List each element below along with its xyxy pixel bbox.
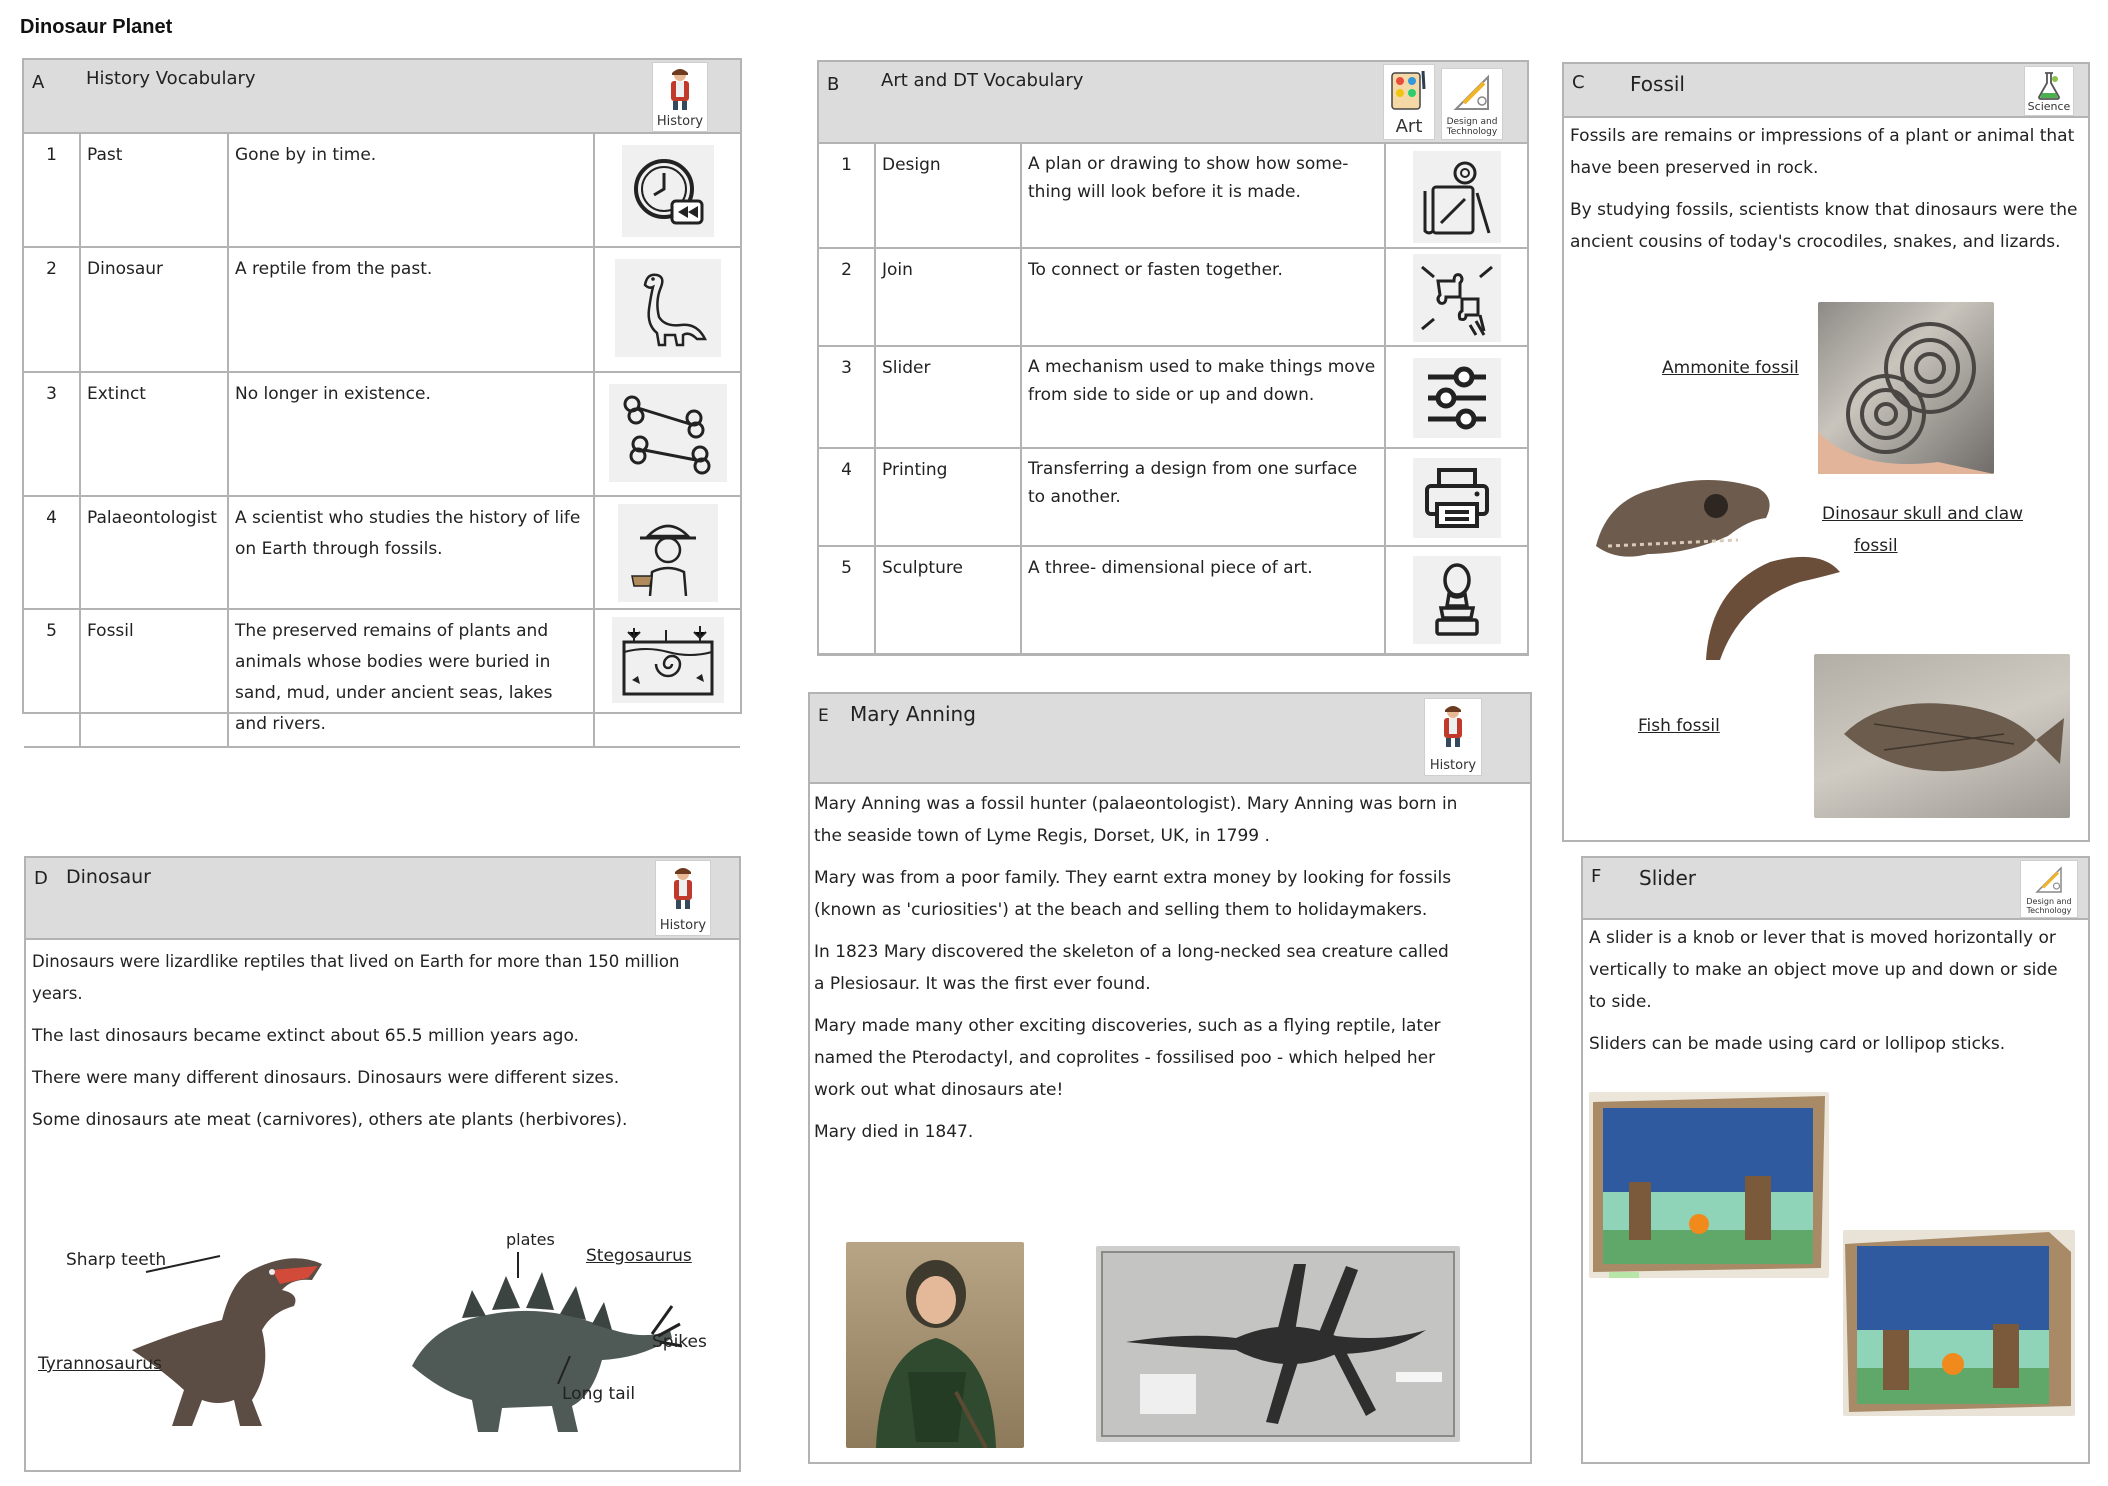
history-badge — [652, 62, 708, 132]
vocab-definition: The preserved remains of plants and animals whose bodies were buried in sand, mud, under ancient seas, lakes and rivers. — [228, 609, 594, 747]
table-row — [819, 448, 1527, 546]
mary-anning-panel — [808, 692, 1532, 1464]
row-number: 1 — [819, 144, 875, 248]
slider-panel — [1581, 856, 2090, 1464]
plesiosaur-fossil-photo — [1096, 1246, 1460, 1442]
row-number: 4 — [24, 496, 80, 609]
historian-icon — [663, 67, 697, 111]
vocab-definition: To connect or fasten together. — [1021, 248, 1385, 346]
art-dt-vocabulary-panel — [817, 60, 1529, 656]
vocab-term: Printing — [875, 448, 1021, 546]
table-row — [24, 496, 740, 609]
panel-title: Fossil — [1630, 72, 1685, 96]
ammonite-fossil-photo — [1818, 302, 1994, 474]
fish-fossil-photo — [1814, 654, 2070, 818]
panel-letter: F — [1591, 866, 1602, 887]
spikes-label: Spikes — [652, 1332, 707, 1352]
badge-caption: Design and Technology — [1446, 117, 1498, 137]
vocab-term: Sculpture — [875, 546, 1021, 654]
row-number: 5 — [819, 546, 875, 654]
long-tail-pointer — [554, 1354, 574, 1388]
paragraph: A slider is a knob or lever that is moved horizontally or vertically to make an object move up and down or side to side. — [1589, 928, 2058, 1012]
vocab-definition: A reptile from the past. — [228, 247, 594, 372]
history-badge — [655, 860, 711, 936]
skull-claw-label: Dinosaur skull and claw — [1822, 504, 2024, 524]
badge-caption: Science — [2027, 100, 2071, 113]
paragraph: Mary Anning was a fossil hunter (palaeontologist). Mary Anning was born in the seaside town of Lyme Regis, Dorset, UK, in 1799 . — [814, 794, 1458, 846]
design-plan-icon — [1413, 151, 1501, 243]
plates-label: plates — [506, 1230, 555, 1249]
stegosaurus-illustration — [402, 1246, 682, 1436]
mary-anning-text — [810, 784, 1518, 1148]
panel-title: Slider — [1639, 866, 1697, 890]
row-number: 3 — [819, 346, 875, 448]
panel-letter: B — [827, 74, 840, 95]
science-badge — [2024, 66, 2074, 116]
dinosaur-icon — [615, 259, 721, 357]
panel-title: Mary Anning — [850, 702, 976, 726]
history-vocabulary-panel — [22, 58, 742, 734]
panel-letter: A — [32, 72, 45, 93]
vocab-definition: A plan or drawing to show how some-thing will look before it is made. — [1021, 144, 1385, 248]
panel-header — [819, 62, 1527, 144]
table-row — [819, 546, 1527, 654]
fossil-in-ground-icon — [612, 617, 724, 703]
set-square-pencil-icon — [1450, 73, 1494, 113]
vocab-term: Dinosaur — [80, 247, 228, 372]
science-flask-icon — [2035, 71, 2063, 101]
puzzle-join-icon — [1413, 254, 1501, 342]
palaeontologist-icon — [618, 504, 718, 602]
vocab-definition: A three- dimensional piece of art. — [1021, 546, 1385, 654]
panel-letter: D — [34, 868, 48, 889]
dinosaur-claw-photo — [1700, 548, 1846, 668]
vocab-term: Past — [80, 134, 228, 247]
sharp-teeth-pointer — [144, 1252, 224, 1278]
vocab-definition: A scientist who studies the history of life on Earth through fossils. — [228, 496, 594, 609]
paragraph: There were many different dinosaurs. Dinosaurs were different sizes. — [32, 1068, 620, 1088]
long-tail-label: Long tail — [562, 1384, 636, 1404]
paragraph: Fossils are remains or impressions of a plant or animal that have been preserved in rock. — [1570, 126, 2075, 178]
page-title: Dinosaur Planet — [20, 16, 173, 38]
art-badge — [1383, 64, 1435, 140]
vocab-term: Slider — [875, 346, 1021, 448]
palette-icon — [1390, 69, 1428, 113]
paragraph: Mary made many other exciting discoveries, such as a flying reptile, later named the Pterodactyl, and coprolites - fossilised poo - which helped her work out what dinosaurs ate! — [814, 1016, 1441, 1100]
clock-rewind-icon — [622, 145, 714, 237]
panel-title: Dinosaur — [66, 866, 151, 888]
fossil-panel — [1562, 62, 2090, 842]
vocab-definition: A mechanism used to make things move from side to side or up and down. — [1021, 346, 1385, 448]
fish-fossil-label: Fish fossil — [1638, 716, 1720, 736]
badge-caption: Design and Technology — [2026, 897, 2072, 915]
panel-letter: E — [818, 706, 829, 726]
table-row — [819, 248, 1527, 346]
ammonite-label: Ammonite fossil — [1662, 358, 1799, 378]
badge-caption: History — [1429, 758, 1477, 773]
printer-icon — [1413, 458, 1501, 538]
bust-sculpture-icon — [1413, 556, 1501, 644]
vocab-definition: Gone by in time. — [228, 134, 594, 247]
tyrannosaurus-label: Tyrannosaurus — [38, 1354, 162, 1374]
badge-caption: Art — [1395, 116, 1423, 137]
vocab-term: Design — [875, 144, 1021, 248]
sharp-teeth-label: Sharp teeth — [66, 1250, 167, 1270]
history-badge — [1424, 698, 1482, 776]
slider-model-photo-1 — [1589, 1092, 1829, 1278]
plates-pointer — [514, 1252, 522, 1280]
history-vocab-table — [24, 134, 740, 748]
vocab-term: Extinct — [80, 372, 228, 496]
paragraph: Some dinosaurs ate meat (carnivores), others ate plants (herbivores). — [32, 1110, 628, 1130]
panel-title: Art and DT Vocabulary — [881, 70, 1084, 91]
panel-header — [1583, 858, 2088, 920]
dinosaur-text — [26, 940, 739, 1136]
art-dt-vocab-table — [819, 144, 1527, 655]
vocab-term: Palaeontologist — [80, 496, 228, 609]
table-row — [24, 609, 740, 747]
slider-text — [1583, 920, 2088, 1060]
historian-icon — [1436, 703, 1470, 749]
panel-title: History Vocabulary — [86, 68, 256, 89]
vocab-term: Join — [875, 248, 1021, 346]
row-number: 4 — [819, 448, 875, 546]
paragraph: Mary was from a poor family. They earnt extra money by looking for fossils (known as 'curiosities') at the beach and selling them to holidaymakers. — [814, 868, 1452, 920]
paragraph: In 1823 Mary discovered the skeleton of a long-necked sea creature called a Plesiosaur. It was the first ever found. — [814, 942, 1449, 994]
paragraph: By studying fossils, scientists know that dinosaurs were the ancient cousins of today's crocodiles, snakes, and lizards. — [1570, 200, 2078, 252]
skull-claw-label-line2: fossil — [1854, 536, 1898, 556]
paragraph: Mary died in 1847. — [814, 1122, 974, 1142]
slider-icon — [1413, 358, 1501, 438]
slider-model-photo-2 — [1843, 1230, 2075, 1416]
badge-caption: History — [656, 114, 704, 129]
table-row — [24, 372, 740, 496]
mary-anning-portrait — [846, 1242, 1024, 1448]
fossil-text — [1564, 120, 2088, 258]
panel-header — [24, 60, 740, 134]
badge-caption: History — [659, 918, 707, 933]
panel-header — [26, 858, 739, 940]
paragraph: The last dinosaurs became extinct about 65.5 million years ago. — [32, 1026, 579, 1046]
row-number: 1 — [24, 134, 80, 247]
panel-header — [810, 694, 1530, 784]
set-square-pencil-icon — [2029, 865, 2069, 895]
row-number: 3 — [24, 372, 80, 496]
dinosaur-panel — [24, 856, 741, 1472]
vocab-term: Fossil — [80, 609, 228, 747]
paragraph: Dinosaurs were lizardlike reptiles that lived on Earth for more than 150 million years. — [32, 952, 680, 1003]
vocab-definition: Transferring a design from one surface to another. — [1021, 448, 1385, 546]
row-number: 5 — [24, 609, 80, 747]
table-row — [819, 144, 1527, 248]
table-row — [24, 247, 740, 372]
design-technology-badge — [2020, 860, 2078, 918]
historian-icon — [666, 865, 700, 911]
panel-letter: C — [1572, 72, 1585, 93]
bones-icon — [609, 384, 727, 482]
table-row — [24, 134, 740, 247]
stegosaurus-label: Stegosaurus — [586, 1246, 692, 1266]
row-number: 2 — [24, 247, 80, 372]
paragraph: Sliders can be made using card or lollipop sticks. — [1589, 1034, 2006, 1054]
design-technology-badge — [1441, 68, 1503, 140]
vocab-definition: No longer in existence. — [228, 372, 594, 496]
row-number: 2 — [819, 248, 875, 346]
table-row — [819, 346, 1527, 448]
panel-header — [1564, 64, 2088, 118]
